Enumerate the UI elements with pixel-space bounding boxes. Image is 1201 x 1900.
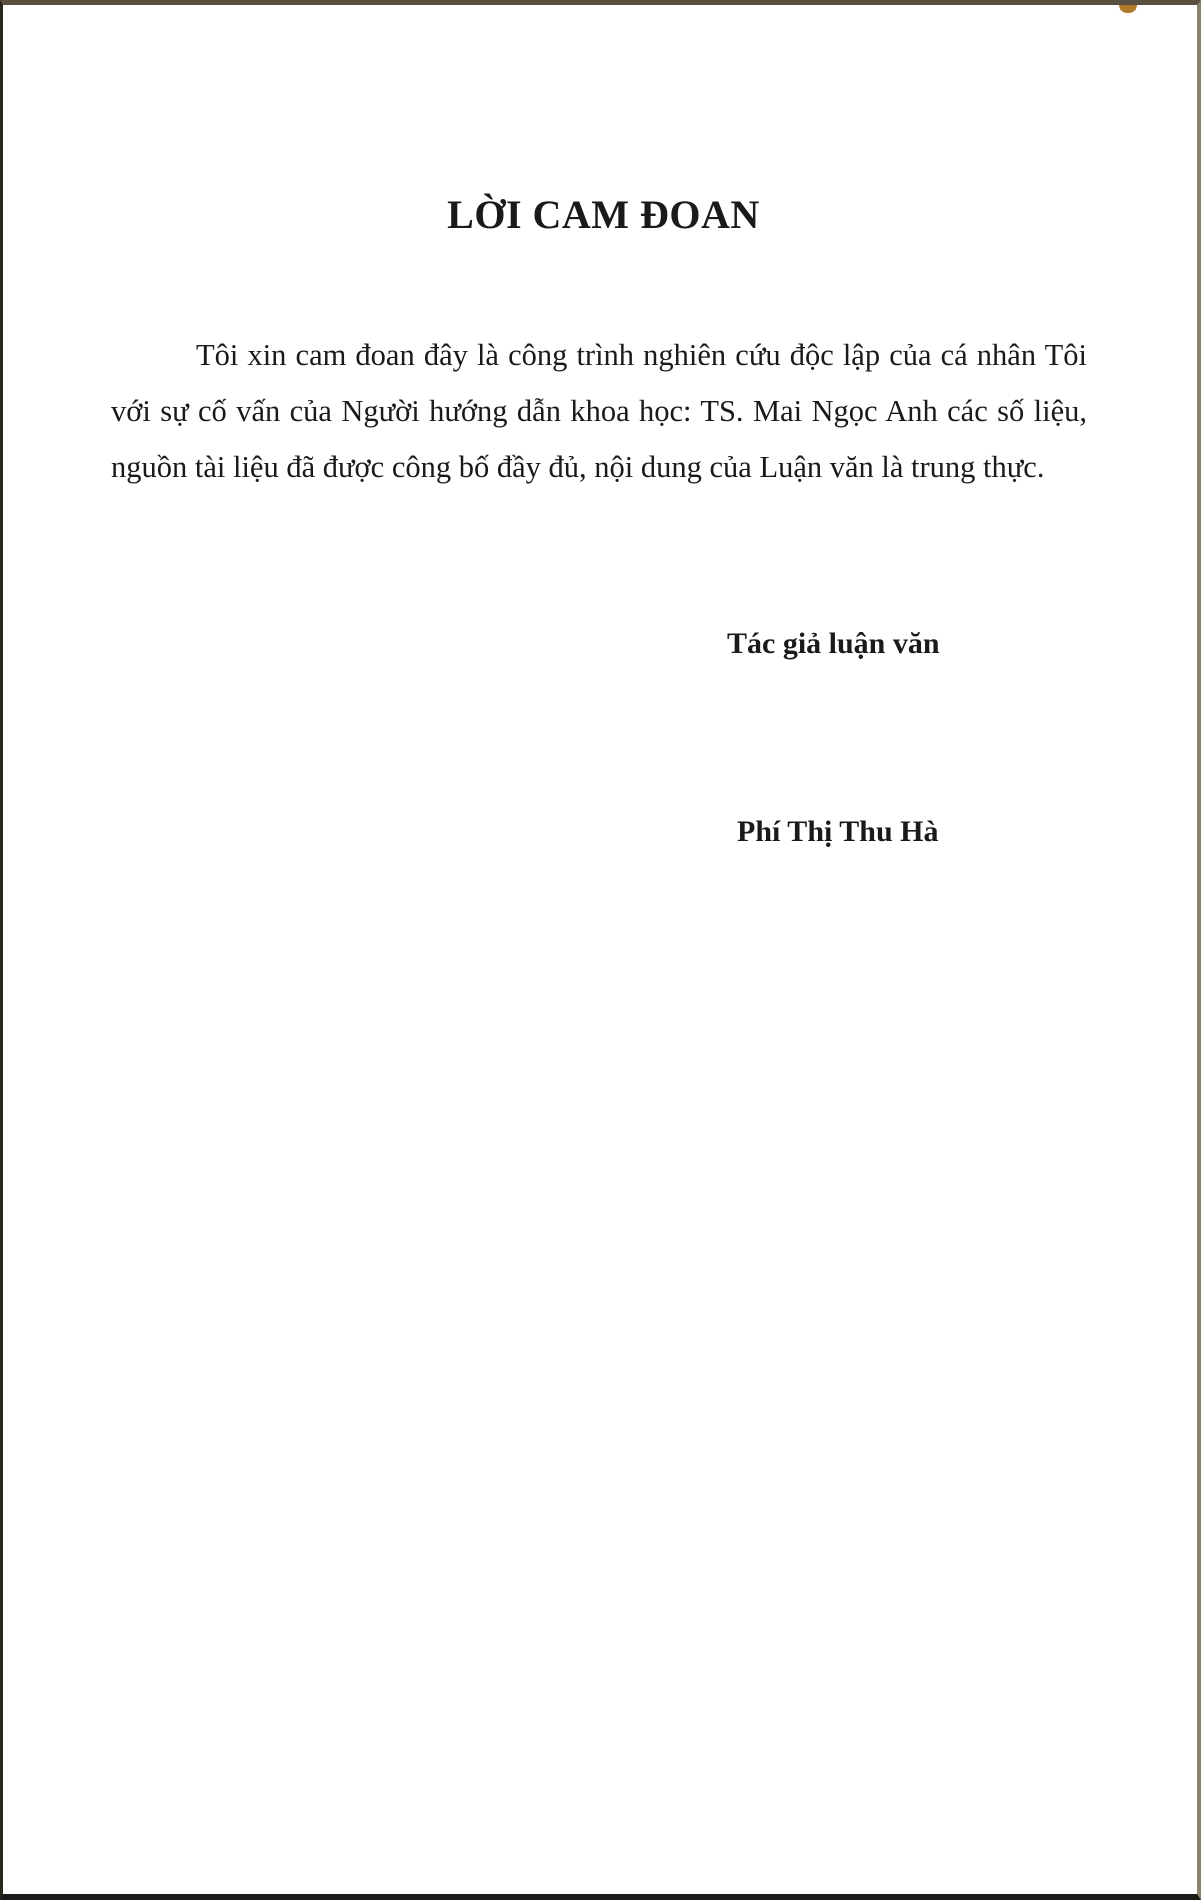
page-title: LỜI CAM ĐOAN — [447, 192, 760, 237]
paper-stain — [1119, 5, 1137, 13]
signature-role: Tác giả luận văn — [727, 627, 940, 660]
author-name: Phí Thị Thu Hà — [737, 815, 939, 848]
declaration-paragraph: Tôi xin cam đoan đây là công trình nghiên cứu độc lập của cá nhân Tôi với sự cố vấn của Người hướng dẫn khoa học: TS. Mai Ngọc Anh các số liệu, nguồn tài liệu đã được công bố đầy đủ, nội dung của Luận văn là trung thực. — [111, 338, 1087, 484]
